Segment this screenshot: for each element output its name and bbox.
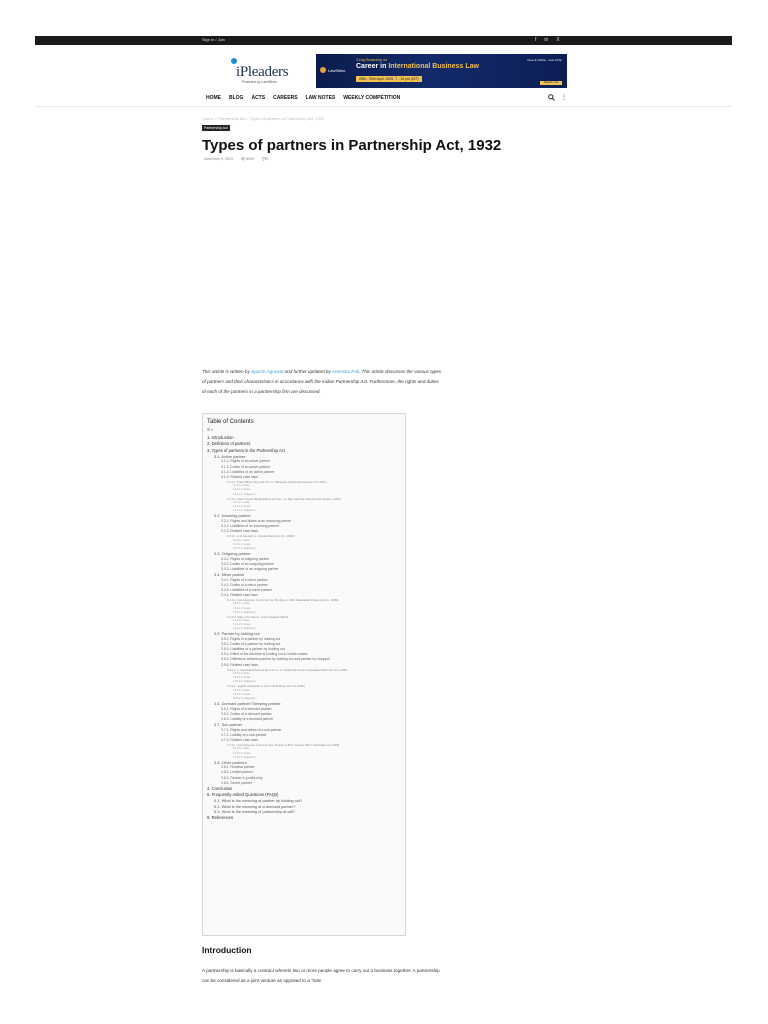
toc-item[interactable]: 3.1.4.2. Sashi Kumar Bandopadhya and Ors. vs. Nan Gobinda Chandra and Another (1959) [227, 496, 341, 501]
toc-item[interactable]: 3.5.6.1. V. Venkatasubbamma and Ors vs. S. Subba Rao Nursu Venkataram Bedi and Ors (1955) [227, 667, 348, 672]
toc-item[interactable]: 3.1.4.2.3. Judgement [233, 509, 256, 513]
toc-item[interactable]: 3.4.4.2.1. Facts [233, 619, 250, 623]
toc-item[interactable]: 3.1.1. Rights of an active partner [221, 459, 271, 464]
toc-item[interactable]: 3.8.2. Limited partner [221, 770, 254, 775]
toc-item[interactable]: 3.4.3. Liabilities of a minor partner [221, 587, 273, 592]
toc-item[interactable]: 3.8.3. Partner in profits only [221, 775, 263, 780]
more-menu-icon[interactable]: ⋮ [561, 95, 567, 101]
toc-item[interactable]: 3.2.3.1.1. Facts [233, 538, 250, 542]
lawsikho-logo-icon [320, 67, 326, 73]
toc-item[interactable]: 3.2.3.1. H.H Devaiah vs. Canara Bank and Ors. (2002) [227, 534, 295, 539]
toc-item[interactable]: 3.2. Incoming partner [214, 513, 251, 519]
toc-title: Table of Contents [207, 419, 254, 425]
banner-register-button[interactable]: Register now [540, 81, 562, 85]
toc-item[interactable]: 3.5.6.2.3. Judgement [233, 697, 256, 701]
linkedin-icon[interactable]: in [544, 37, 549, 43]
toc-item[interactable]: 3.5.6.2. Jagdish Nandiyak vs. Kas Chand Birge and Ors (1981) [227, 684, 306, 689]
toc-item[interactable]: 3.5.2. Duties of a partner by holding out [221, 642, 281, 647]
toc-item[interactable]: 6. References [207, 815, 234, 821]
toc-item[interactable]: 3.4.2. Duties of a minor partner [221, 582, 268, 587]
toc-item[interactable]: 3.5.6.1.2. Issues [233, 676, 251, 680]
comment-icon: 💬 [262, 157, 267, 161]
signin-link[interactable]: Sign in / Join [202, 37, 225, 42]
nav-weekly-competition[interactable]: WEEKLY COMPETITION [343, 95, 401, 101]
toc-item[interactable]: 3.1.4.1.1. Facts [233, 484, 250, 488]
site-logo[interactable] [230, 58, 300, 88]
toc-item[interactable]: 3.5.6.1.1. Facts [233, 672, 250, 676]
toc-item[interactable]: 3.7. Sub-partner [214, 722, 243, 728]
toc-list [207, 435, 401, 821]
banner-dates: 28th - 30th April, 2025, 7 - 10 pm (IST) [356, 76, 422, 82]
toc-item[interactable]: 3.1.4.2.1. Facts [233, 501, 250, 505]
toc-item[interactable]: 3.6. Dormant partner/ Sleeping partner [214, 701, 281, 707]
toc-item[interactable]: 3. Types of partners in the Partnership Act [207, 447, 285, 453]
toc-item[interactable]: 3.1.4. Related case laws [221, 474, 258, 479]
toc-item[interactable]: 3.5.6. Related case laws [221, 662, 258, 667]
section-paragraph: A partnership is basically a contract wherein two or more people agree to carry out a business together. A partnership can be considered as a joint venture as opposed to a "sole [202, 968, 440, 983]
nav-acts[interactable]: ACTS [251, 95, 266, 101]
toc-item[interactable]: 3.4.4.1.1. Facts [233, 602, 250, 606]
toc-item[interactable]: 3.5.6.2.1. Facts [233, 688, 250, 692]
toc-item[interactable]: 5.3. What is the meaning of partnership at will? [214, 809, 295, 815]
table-of-contents [202, 413, 406, 936]
toc-item[interactable]: 3.4.1. Rights of a minor partner [221, 577, 268, 582]
comments-count[interactable]: 💬0 [262, 157, 269, 161]
nav-blog[interactable]: BLOG [229, 95, 244, 101]
toc-item[interactable]: 3.7.3.1.1. Facts [233, 747, 250, 751]
eye-icon: 👁 [240, 157, 246, 161]
nav-careers[interactable]: CAREERS [273, 95, 298, 101]
toc-item[interactable]: 3.1.2. Duties of an active partner [221, 464, 271, 469]
toc-item[interactable]: 3.1.4.1.3. Judgement [233, 492, 256, 496]
toc-item[interactable]: 3.2.1. Rights and duties of an incoming partner [221, 519, 292, 524]
toc-item[interactable]: 3.7.1. Rights and duties of a sub-partner [221, 727, 282, 732]
toc-toggle-icon[interactable]: ☰ ▾ [207, 428, 213, 432]
toc-item[interactable]: 3.5.3. Liabilities of a partner by holding out [221, 647, 285, 652]
toc-item[interactable]: 3.1.4.1.2. Issues [233, 488, 251, 492]
publish-date: November 5, 2024 [204, 157, 233, 161]
toc-item[interactable]: 3.4. Minor partner [214, 571, 245, 577]
toc-item[interactable]: 4. Conclusion [207, 785, 233, 791]
updater-link[interactable]: Aneesha Pall [331, 369, 359, 374]
category-badge[interactable]: Partnership Act [204, 126, 228, 130]
breadcrumb[interactable]: Home > Partnership Act > Types of partners in Partnership Act, 1932 [203, 116, 325, 121]
toc-item[interactable]: 5. Frequently Asked Questions (FAQs) [207, 792, 279, 797]
toc-item[interactable]: 3.1. Active partner [214, 453, 246, 459]
banner-sub: 3-Day Bootcamp on [356, 58, 387, 62]
banner-note: Free & Online · Live Only! [527, 58, 562, 62]
toc-item[interactable]: 3.5.6.2.2. Issues [233, 693, 251, 697]
logo-brand: iPleaders [236, 64, 289, 80]
promo-banner[interactable] [316, 54, 567, 88]
toc-item[interactable]: 3.5.1. Rights of a partner by holding out [221, 637, 281, 642]
toc-item[interactable]: 3.2.3.1.2. Issues [233, 542, 251, 546]
social-links [535, 36, 560, 45]
toc-item[interactable]: 3.4.4.1. Commissioner of Income Tax, Bombay vs. M/S Dwarkadas Khetan and Co. (1960) [227, 597, 339, 602]
toc-item[interactable]: 3.4.4.1.3. Judgement [233, 610, 256, 614]
toc-item[interactable]: 3.6.1. Rights of a dormant partner [221, 706, 272, 711]
toc-item[interactable]: 3.8.4. Secret partner [221, 780, 252, 785]
toc-item[interactable]: 3.3.1. Rights of outgoing partner [221, 556, 270, 561]
toc-item[interactable]: 3.5.6.1.3. Judgement [233, 680, 256, 684]
toc-item[interactable]: 3.2.3. Related case laws [221, 529, 258, 534]
toc-item[interactable]: 3.5. Partner by holding out [214, 631, 260, 637]
toc-item[interactable]: 3.1.4.1. Pratis Bihary Roy and Ors vs. Mahendra Chandraghosal and Ors (1951) [227, 479, 327, 484]
toc-item[interactable]: 3.5.5. Difference between partner by holding out and partner by estoppel [221, 657, 330, 662]
toc-item[interactable]: 3.6.2. Duties of a dormant partner [221, 711, 272, 716]
toc-item[interactable]: 3.2.2. Liabilities of an incoming partner [221, 524, 280, 529]
logo-tagline: Powered by LawSikho [242, 80, 277, 84]
toc-item[interactable]: 3.7.3.1.3. Judgement [233, 755, 256, 759]
nav-divider [35, 106, 732, 107]
toc-item[interactable]: 5.2. What is the meaning of a dormant partner? [214, 803, 296, 809]
nav-icons [548, 94, 567, 103]
banner-logo: LawSikho [320, 67, 345, 73]
toc-item[interactable]: 3.7.3.1.2. Issues [233, 751, 251, 755]
banner-headline: Career in International Business Law [356, 63, 479, 70]
toc-item[interactable]: 3.1.4.2.2. Issues [233, 505, 251, 509]
x-twitter-icon[interactable]: X [556, 37, 560, 43]
toc-item[interactable]: 3.4.4.2. State of Kerala vs. Laurel Vasanth (2012) [227, 614, 289, 619]
top-bar [35, 36, 732, 45]
toc-item[interactable]: 5.1. What is the meaning of partner by holding out? [214, 798, 303, 804]
toc-item[interactable]: 3.1.3. Liabilities of an active partner [221, 469, 275, 474]
toc-item[interactable]: 3.4.4. Related case laws [221, 592, 258, 597]
toc-item[interactable]: 3.7.2. Liability of a sub-partner [221, 732, 267, 737]
article-meta [204, 157, 268, 161]
toc-item[interactable]: 3.8. Other partners [214, 759, 247, 765]
toc-item[interactable]: 3.3.3. Liabilities of an outgoing partner [221, 566, 279, 571]
toc-item[interactable]: 3.8.1. Nominal partner [221, 765, 255, 770]
toc-item[interactable]: 3.4.4.1.2. Issues [233, 606, 251, 610]
nav-home[interactable]: HOME [206, 95, 221, 101]
views-count: 👁 8096 [240, 157, 255, 161]
article-intro: This article is written by Sparsh Agrawal and further updated by Aneesha Pall. This article discusses the various types of partners and their characteristics in accordance with the Indian Partnership Act. Furthermore, the rights and duties of each of the partners in a partnership firm are discussed. [202, 369, 442, 394]
toc-item[interactable]: 3.6.3. Liability of a dormant partner [221, 716, 274, 721]
facebook-icon[interactable]: f [535, 37, 537, 43]
toc-item[interactable]: 3.2.3.1.3. Judgement [233, 546, 256, 550]
search-icon[interactable] [548, 94, 555, 103]
toc-item[interactable]: 3.7.3.1. Commissioner of Income Tax, Punjab vs M/S. Chander Bhan Harbhajan Lal (1965) [227, 742, 340, 747]
toc-item[interactable]: 1. Introduction [207, 435, 234, 440]
author-link[interactable]: Sparsh Agrawal [251, 369, 284, 374]
toc-item[interactable]: 3.3. Outgoing partner [214, 551, 251, 557]
toc-item[interactable]: 3.5.4. Effect of the doctrine of holding out in certain cases [221, 652, 308, 657]
section-heading: Introduction [202, 945, 252, 955]
toc-item[interactable]: 3.3.2. Duties of an outgoing partner [221, 561, 275, 566]
toc-item[interactable]: 3.4.4.2.2. Issues [233, 623, 251, 627]
toc-item[interactable]: 3.7.3. Related case laws [221, 737, 258, 742]
page-title: Types of partners in Partnership Act, 1932 [202, 137, 502, 154]
toc-item[interactable]: 2. Definition of partners [207, 441, 251, 447]
nav-law-notes[interactable]: LAW NOTES [305, 95, 336, 101]
toc-item[interactable]: 3.4.4.2.3. Judgement [233, 627, 256, 631]
main-nav [206, 95, 400, 101]
